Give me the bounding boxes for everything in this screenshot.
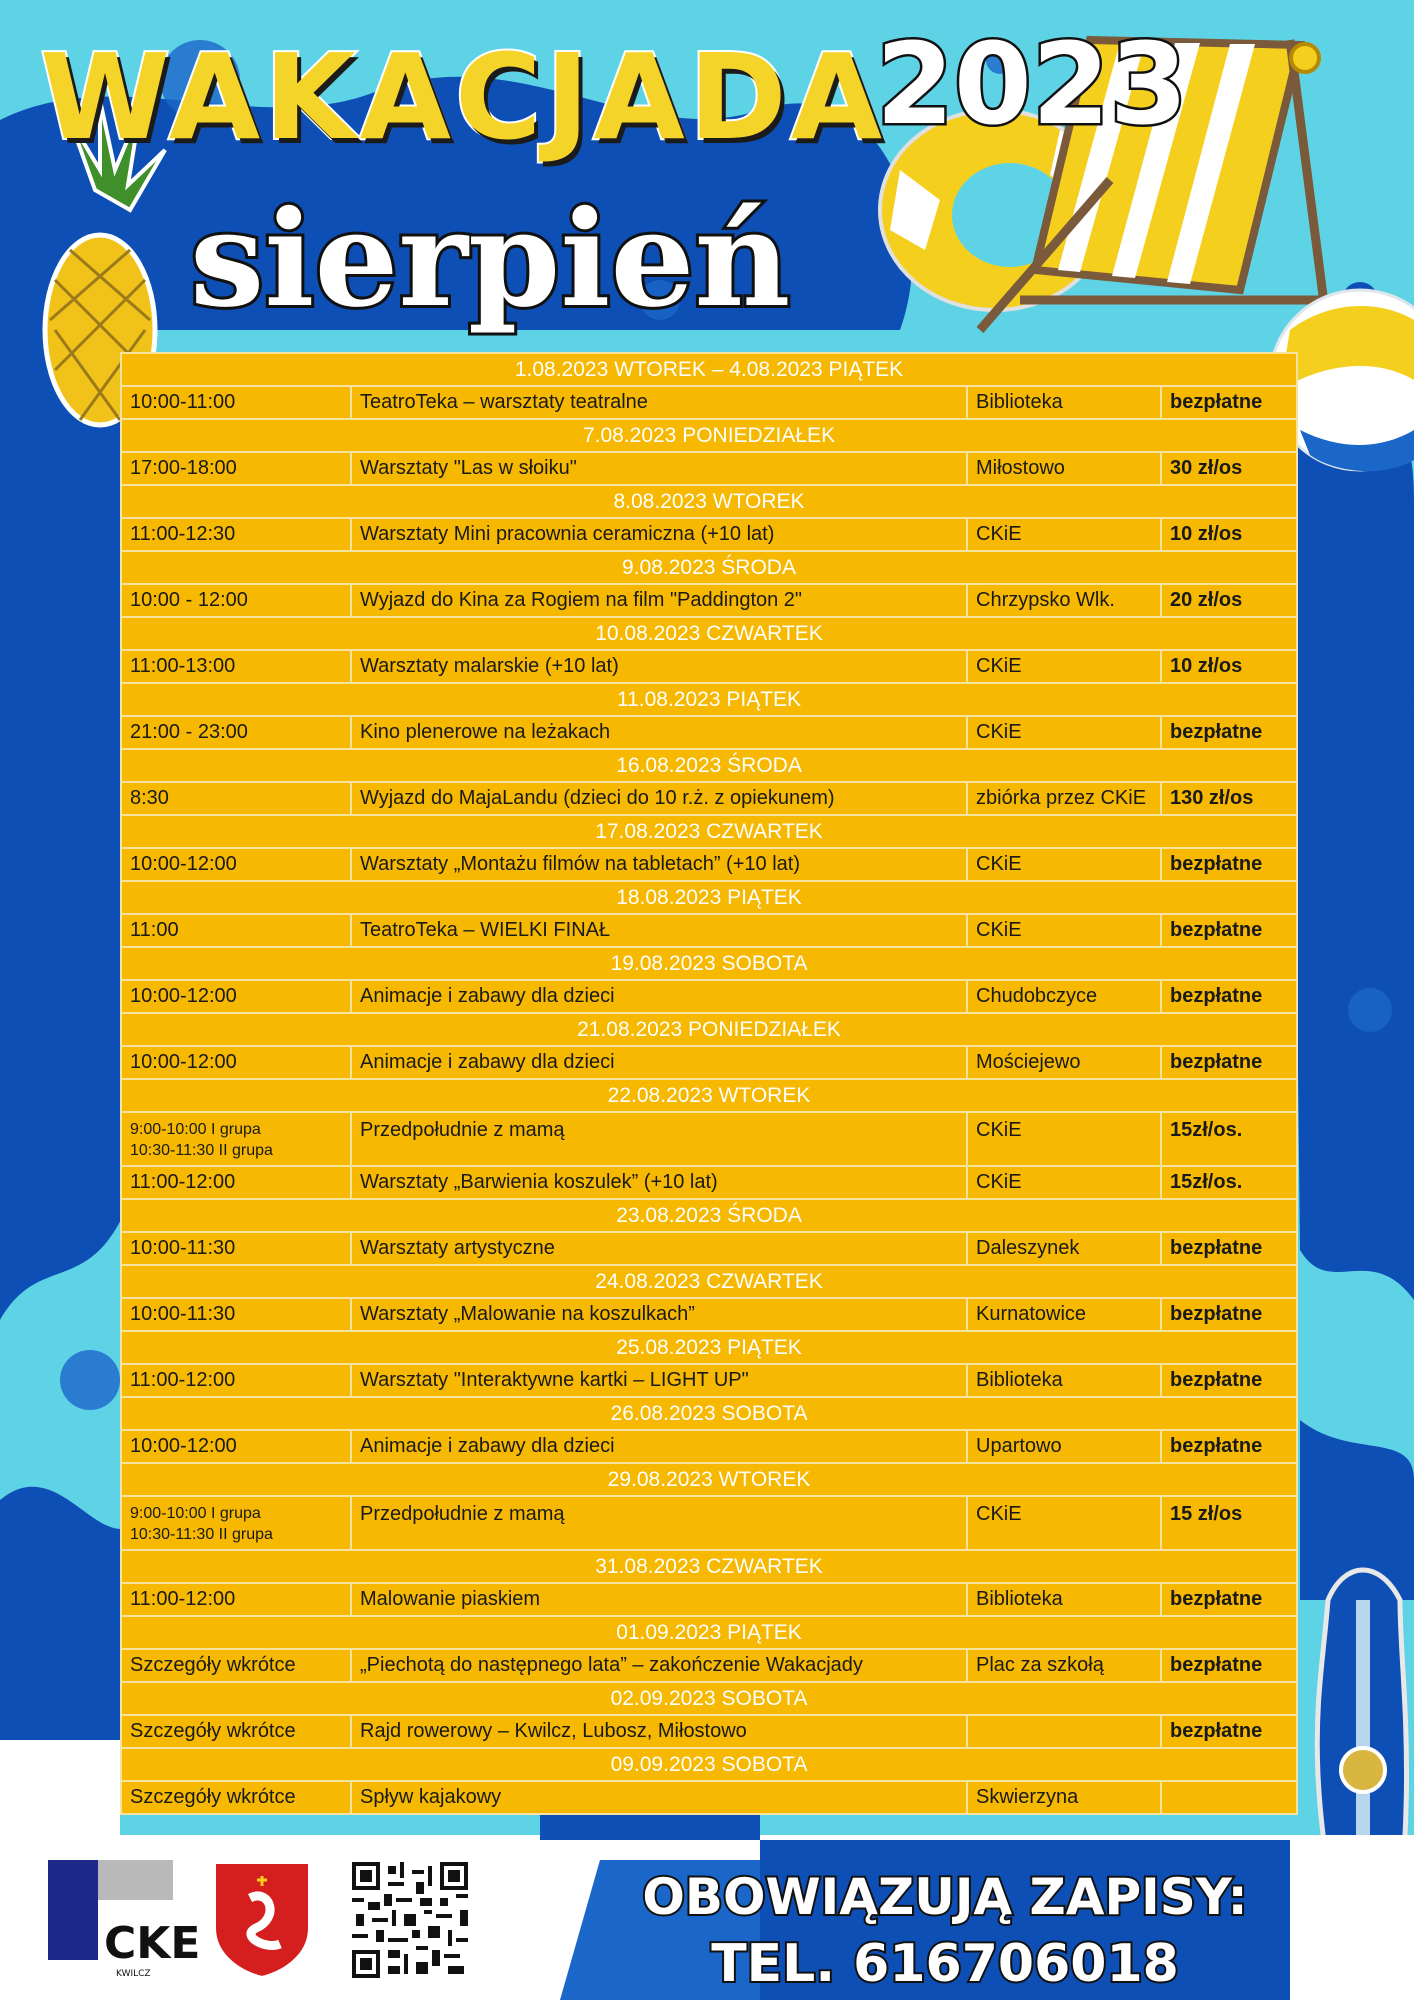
event-name: Kino plenerowe na leżakach: [351, 716, 967, 749]
event-price: bezpłatne: [1161, 386, 1297, 419]
event-price: bezpłatne: [1161, 980, 1297, 1013]
schedule-table: [120, 352, 1298, 1815]
event-price: 30 zł/os: [1161, 452, 1297, 485]
event-row: [121, 1649, 1297, 1682]
event-row: [121, 1364, 1297, 1397]
event-time: 17:00-18:00: [121, 452, 351, 485]
event-price: 130 zł/os: [1161, 782, 1297, 815]
event-place: CKiE: [967, 914, 1161, 947]
day-header-row: [121, 617, 1297, 650]
event-time: Szczegóły wkrótce: [121, 1649, 351, 1682]
day-header-row: [121, 1265, 1297, 1298]
day-date: 18.08.2023 PIĄTEK: [121, 881, 1297, 914]
event-time: 11:00-13:00: [121, 650, 351, 683]
event-price: bezpłatne: [1161, 1430, 1297, 1463]
event-place: Kurnatowice: [967, 1298, 1161, 1331]
event-row: [121, 1046, 1297, 1079]
event-time: 10:00-11:30: [121, 1232, 351, 1265]
event-name: Warsztaty Mini pracownia ceramiczna (+10 lat): [351, 518, 967, 551]
event-place: Daleszynek: [967, 1232, 1161, 1265]
event-place: Skwierzyna: [967, 1781, 1161, 1814]
event-row: [121, 1430, 1297, 1463]
event-row: [121, 452, 1297, 485]
day-header-row: [121, 1463, 1297, 1496]
day-header-row: [121, 419, 1297, 452]
event-price: bezpłatne: [1161, 1298, 1297, 1331]
day-date: 23.08.2023 ŚRODA: [121, 1199, 1297, 1232]
day-date: 22.08.2023 WTOREK: [121, 1079, 1297, 1112]
event-name: Spływ kajakowy: [351, 1781, 967, 1814]
event-row: [121, 1112, 1297, 1166]
event-time: 10:00 - 12:00: [121, 584, 351, 617]
event-name: Animacje i zabawy dla dzieci: [351, 1046, 967, 1079]
kwilcz-crest-logo: [210, 1858, 314, 1982]
event-time: 8:30: [121, 782, 351, 815]
event-time-group-2: 10:30-11:30 II grupa: [130, 1526, 273, 1543]
event-row: [121, 584, 1297, 617]
day-date: 21.08.2023 PONIEDZIAŁEK: [121, 1013, 1297, 1046]
event-price: 10 zł/os: [1161, 650, 1297, 683]
event-place: Biblioteka: [967, 386, 1161, 419]
event-price: 20 zł/os: [1161, 584, 1297, 617]
event-time: 11:00-12:00: [121, 1364, 351, 1397]
event-price: 15 zł/os: [1161, 1496, 1297, 1550]
event-name: Warsztaty artystyczne: [351, 1232, 967, 1265]
ckie-logo: [48, 1860, 201, 1980]
event-place: Plac za szkołą: [967, 1649, 1161, 1682]
day-date: 29.08.2023 WTOREK: [121, 1463, 1297, 1496]
event-row: [121, 914, 1297, 947]
event-price: bezpłatne: [1161, 1232, 1297, 1265]
day-date: 16.08.2023 ŚRODA: [121, 749, 1297, 782]
event-name: Przedpołudnie z mamą: [351, 1112, 967, 1166]
event-time: 10:00-12:00: [121, 1430, 351, 1463]
event-name: Warsztaty malarskie (+10 lat): [351, 650, 967, 683]
poster-year: 2023: [876, 20, 1188, 150]
event-place: Mościejewo: [967, 1046, 1161, 1079]
event-place: Biblioteka: [967, 1364, 1161, 1397]
phone-number-text[interactable]: TEL. 616706018: [711, 1934, 1179, 1994]
event-price: bezpłatne: [1161, 1583, 1297, 1616]
day-header-row: [121, 1397, 1297, 1430]
day-date: 24.08.2023 CZWARTEK: [121, 1265, 1297, 1298]
day-date: 7.08.2023 PONIEDZIAŁEK: [121, 419, 1297, 452]
event-price: bezpłatne: [1161, 716, 1297, 749]
event-name: Warsztaty „Barwienia koszulek” (+10 lat): [351, 1166, 967, 1199]
event-price: bezpłatne: [1161, 1649, 1297, 1682]
event-name: TeatroTeka – WIELKI FINAŁ: [351, 914, 967, 947]
event-time: 10:00-11:30: [121, 1298, 351, 1331]
day-date: 19.08.2023 SOBOTA: [121, 947, 1297, 980]
event-row: [121, 848, 1297, 881]
event-place: CKiE: [967, 518, 1161, 551]
event-place: CKiE: [967, 848, 1161, 881]
event-price: bezpłatne: [1161, 1364, 1297, 1397]
event-row: [121, 1166, 1297, 1199]
day-date: 17.08.2023 CZWARTEK: [121, 815, 1297, 848]
event-price: bezpłatne: [1161, 848, 1297, 881]
day-header-row: [121, 1331, 1297, 1364]
event-row: [121, 716, 1297, 749]
event-time: Szczegóły wkrótce: [121, 1781, 351, 1814]
registration-required-text: OBOWIĄZUJĄ ZAPISY:: [642, 1868, 1248, 1926]
event-place: Upartowo: [967, 1430, 1161, 1463]
event-time: [121, 1112, 351, 1166]
day-date: 09.09.2023 SOBOTA: [121, 1748, 1297, 1781]
day-date: 1.08.2023 WTOREK – 4.08.2023 PIĄTEK: [121, 353, 1297, 386]
event-place: Chudobczyce: [967, 980, 1161, 1013]
day-date: 10.08.2023 CZWARTEK: [121, 617, 1297, 650]
day-header-row: [121, 1616, 1297, 1649]
event-row: [121, 1583, 1297, 1616]
event-place: CKiE: [967, 716, 1161, 749]
day-date: 25.08.2023 PIĄTEK: [121, 1331, 1297, 1364]
event-name: Rajd rowerowy – Kwilcz, Lubosz, Miłostowo: [351, 1715, 967, 1748]
day-header-row: [121, 1013, 1297, 1046]
day-date: 31.08.2023 CZWARTEK: [121, 1550, 1297, 1583]
day-header-row: [121, 353, 1297, 386]
event-row: [121, 1298, 1297, 1331]
event-place: CKiE: [967, 1112, 1161, 1166]
event-place: zbiórka przez CKiE: [967, 782, 1161, 815]
day-header-row: [121, 551, 1297, 584]
event-time: 10:00-12:00: [121, 980, 351, 1013]
event-time: 10:00-12:00: [121, 848, 351, 881]
event-time-group-1: 9:00-10:00 I grupa: [130, 1121, 261, 1138]
event-place: CKiE: [967, 1166, 1161, 1199]
event-name: TeatroTeka – warsztaty teatralne: [351, 386, 967, 419]
event-place: Miłostowo: [967, 452, 1161, 485]
event-time: 11:00: [121, 914, 351, 947]
day-header-row: [121, 1748, 1297, 1781]
event-name: Warsztaty "Las w słoiku": [351, 452, 967, 485]
day-header-row: [121, 815, 1297, 848]
event-price: [1161, 1781, 1297, 1814]
event-time: 11:00-12:00: [121, 1166, 351, 1199]
event-name: Warsztaty „Malowanie na koszulkach”: [351, 1298, 967, 1331]
event-row: [121, 782, 1297, 815]
event-name: Warsztaty „Montażu filmów na tabletach” (+10 lat): [351, 848, 967, 881]
event-price: 10 zł/os: [1161, 518, 1297, 551]
event-name: Animacje i zabawy dla dzieci: [351, 980, 967, 1013]
event-name: Wyjazd do MajaLandu (dzieci do 10 r.ż. z opiekunem): [351, 782, 967, 815]
event-time-group-1: 9:00-10:00 I grupa: [130, 1505, 261, 1522]
event-row: [121, 518, 1297, 551]
event-name: Przedpołudnie z mamą: [351, 1496, 967, 1550]
day-date: 26.08.2023 SOBOTA: [121, 1397, 1297, 1430]
ckie-logo-label: KWILCZ: [116, 1969, 151, 1979]
event-place: [967, 1715, 1161, 1748]
day-date: 8.08.2023 WTOREK: [121, 485, 1297, 518]
event-price: bezpłatne: [1161, 914, 1297, 947]
event-name: Wyjazd do Kina za Rogiem na film "Paddington 2": [351, 584, 967, 617]
event-place: Biblioteka: [967, 1583, 1161, 1616]
day-date: 11.08.2023 PIĄTEK: [121, 683, 1297, 716]
event-price: bezpłatne: [1161, 1046, 1297, 1079]
event-name: Warsztaty "Interaktywne kartki – LIGHT UP": [351, 1364, 967, 1397]
poster-title: WAKACJADA: [40, 28, 887, 166]
qr-code[interactable]: [352, 1862, 468, 1978]
event-time: 21:00 - 23:00: [121, 716, 351, 749]
event-time: [121, 1496, 351, 1550]
event-row: [121, 650, 1297, 683]
day-header-row: [121, 1079, 1297, 1112]
day-date: 01.09.2023 PIĄTEK: [121, 1616, 1297, 1649]
event-price: 15zł/os.: [1161, 1112, 1297, 1166]
day-date: 9.08.2023 ŚRODA: [121, 551, 1297, 584]
event-time: Szczegóły wkrótce: [121, 1715, 351, 1748]
event-price: bezpłatne: [1161, 1715, 1297, 1748]
event-time: 11:00-12:30: [121, 518, 351, 551]
day-header-row: [121, 947, 1297, 980]
event-row: [121, 980, 1297, 1013]
event-time: 10:00-11:00: [121, 386, 351, 419]
day-header-row: [121, 1682, 1297, 1715]
day-header-row: [121, 749, 1297, 782]
event-name: Animacje i zabawy dla dzieci: [351, 1430, 967, 1463]
day-header-row: [121, 485, 1297, 518]
event-row: [121, 1232, 1297, 1265]
poster-month: sierpień: [190, 182, 791, 337]
event-place: CKiE: [967, 650, 1161, 683]
event-row: [121, 1496, 1297, 1550]
registration-callout: [615, 1868, 1275, 1994]
event-time: 10:00-12:00: [121, 1046, 351, 1079]
event-name: Malowanie piaskiem: [351, 1583, 967, 1616]
day-header-row: [121, 683, 1297, 716]
event-row: [121, 1715, 1297, 1748]
day-header-row: [121, 1550, 1297, 1583]
event-row: [121, 386, 1297, 419]
event-place: Chrzypsko Wlk.: [967, 584, 1161, 617]
event-name: „Piechotą do następnego lata” – zakończenie Wakacjady: [351, 1649, 967, 1682]
event-price: 15zł/os.: [1161, 1166, 1297, 1199]
day-header-row: [121, 881, 1297, 914]
event-time-group-2: 10:30-11:30 II grupa: [130, 1142, 273, 1159]
event-row: [121, 1781, 1297, 1814]
day-date: 02.09.2023 SOBOTA: [121, 1682, 1297, 1715]
day-header-row: [121, 1199, 1297, 1232]
svg-text:CKE: CKE: [104, 1918, 201, 1969]
event-time: 11:00-12:00: [121, 1583, 351, 1616]
event-place: CKiE: [967, 1496, 1161, 1550]
